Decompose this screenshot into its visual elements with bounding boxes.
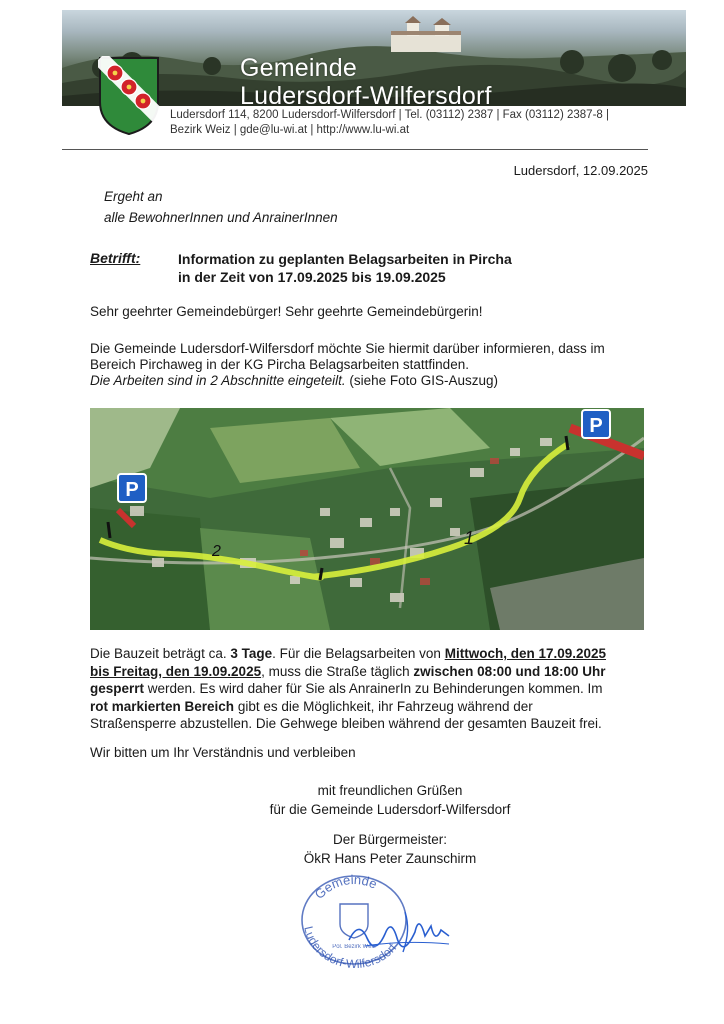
recipient-line-2: alle BewohnerInnen und AnrainerInnen bbox=[104, 210, 338, 225]
details-line-5: Straßensperre abzustellen. Die Gehwege bleiben während der gesamten Bauzeit frei. bbox=[90, 716, 602, 731]
details-paragraph bbox=[90, 645, 646, 733]
stamp-bottom-text: Ludersdorf-Wilfersdorf bbox=[301, 924, 400, 968]
coat-of-arms-icon bbox=[98, 56, 160, 136]
duration: 3 Tage bbox=[230, 646, 273, 661]
details-line-2: bis Freitag, den 19.09.2025, muss die Straße täglich zwischen 08:00 und 18:00 Uhr bbox=[90, 663, 606, 679]
signer-role: Der Bürgermeister: bbox=[332, 832, 448, 847]
subject-text bbox=[178, 250, 512, 286]
contact-address bbox=[170, 108, 670, 138]
closing-sentence: Wir bitten um Ihr Verständnis und verbleiben bbox=[90, 745, 356, 760]
section-label-2: 2 bbox=[212, 543, 221, 560]
stamp-small-text: Pol. Bezirk Weiz bbox=[332, 944, 376, 950]
castle-image bbox=[387, 16, 465, 54]
address-line-1: Ludersdorf 114, 8200 Ludersdorf-Wilfersdorf | Tel. (03112) 2387 | Fax (03112) 2387-8 | bbox=[170, 109, 609, 121]
title-line-2: Ludersdorf-Wilfersdorf bbox=[240, 82, 492, 106]
section-label-1: 1 bbox=[464, 528, 475, 548]
details-line-4: rot markierten Bereich gibt es die Möglichkeit, ihr Fahrzeug während der bbox=[90, 698, 533, 714]
parking-label-left: P bbox=[125, 479, 139, 501]
recipient-block bbox=[104, 186, 338, 228]
recipient-line-1: Ergeht an bbox=[104, 189, 163, 204]
signature-image bbox=[345, 900, 455, 960]
letter-date: Ludersdorf, 12.09.2025 bbox=[513, 163, 648, 178]
section-marker-middle bbox=[320, 568, 322, 580]
closure-word: gesperrt bbox=[90, 681, 145, 696]
intro-tail: (siehe Foto GIS-Auszug) bbox=[345, 373, 498, 388]
date-start: Mittwoch, den 17.09.2025 bbox=[444, 646, 607, 661]
regards-line-2: für die Gemeinde Ludersdorf-Wilfersdorf bbox=[269, 802, 511, 817]
intro-line-2: Bereich Pirchaweg in der KG Pircha Belagsarbeiten stattfinden. bbox=[90, 357, 469, 372]
header-divider bbox=[62, 149, 648, 150]
intro-line-3 bbox=[90, 373, 660, 389]
address-line-2: Bezirk Weiz | gde@lu-wi.at | http://www.lu-wi.at bbox=[170, 124, 410, 136]
date-end: bis Freitag, den 19.09.2025 bbox=[90, 663, 262, 679]
details-line-1: Die Bauzeit beträgt ca. 3 Tage. Für die Belagsarbeiten von Mittwoch, den 17.09.2025 bbox=[90, 646, 607, 661]
municipality-title bbox=[240, 54, 492, 106]
regards-block bbox=[200, 781, 580, 819]
intro-paragraph bbox=[90, 341, 660, 389]
title-line-1: Gemeinde bbox=[240, 54, 357, 82]
parking-sign-left bbox=[118, 474, 146, 502]
gis-aerial-map bbox=[90, 408, 644, 630]
svg-text:Gemeinde bbox=[312, 872, 380, 902]
signer-name: ÖkR Hans Peter Zaunschirm bbox=[303, 851, 477, 866]
signer-block bbox=[200, 830, 580, 868]
section-marker-end bbox=[566, 436, 568, 450]
details-line-3: gesperrt werden. Es wird daher für Sie als AnrainerIn zu Behinderungen kommen. Im bbox=[90, 681, 603, 696]
regards-line-1: mit freundlichen Grüßen bbox=[317, 783, 463, 798]
red-area-text: rot markierten Bereich bbox=[90, 698, 235, 714]
closure-hours: zwischen 08:00 und 18:00 Uhr bbox=[413, 663, 606, 679]
subject-label: Betrifft: bbox=[90, 250, 141, 266]
stamp-top-text: Gemeinde bbox=[311, 871, 380, 902]
parking-sign-right bbox=[582, 410, 610, 438]
subject-line-1: Information zu geplanten Belagsarbeiten in Pircha bbox=[178, 251, 512, 267]
subject-line-2: in der Zeit von 17.09.2025 bis 19.09.2025 bbox=[178, 269, 446, 285]
parking-label-right: P bbox=[589, 415, 603, 437]
intro-italic: Die Arbeiten sind in 2 Abschnitte eingeteilt. bbox=[90, 373, 346, 388]
intro-line-1: Die Gemeinde Ludersdorf-Wilfersdorf möchte Sie hiermit darüber informieren, dass im bbox=[90, 341, 605, 356]
salutation: Sehr geehrter Gemeindebürger! Sehr geehrte Gemeindebürgerin! bbox=[90, 304, 483, 319]
section-marker-start bbox=[108, 522, 110, 538]
